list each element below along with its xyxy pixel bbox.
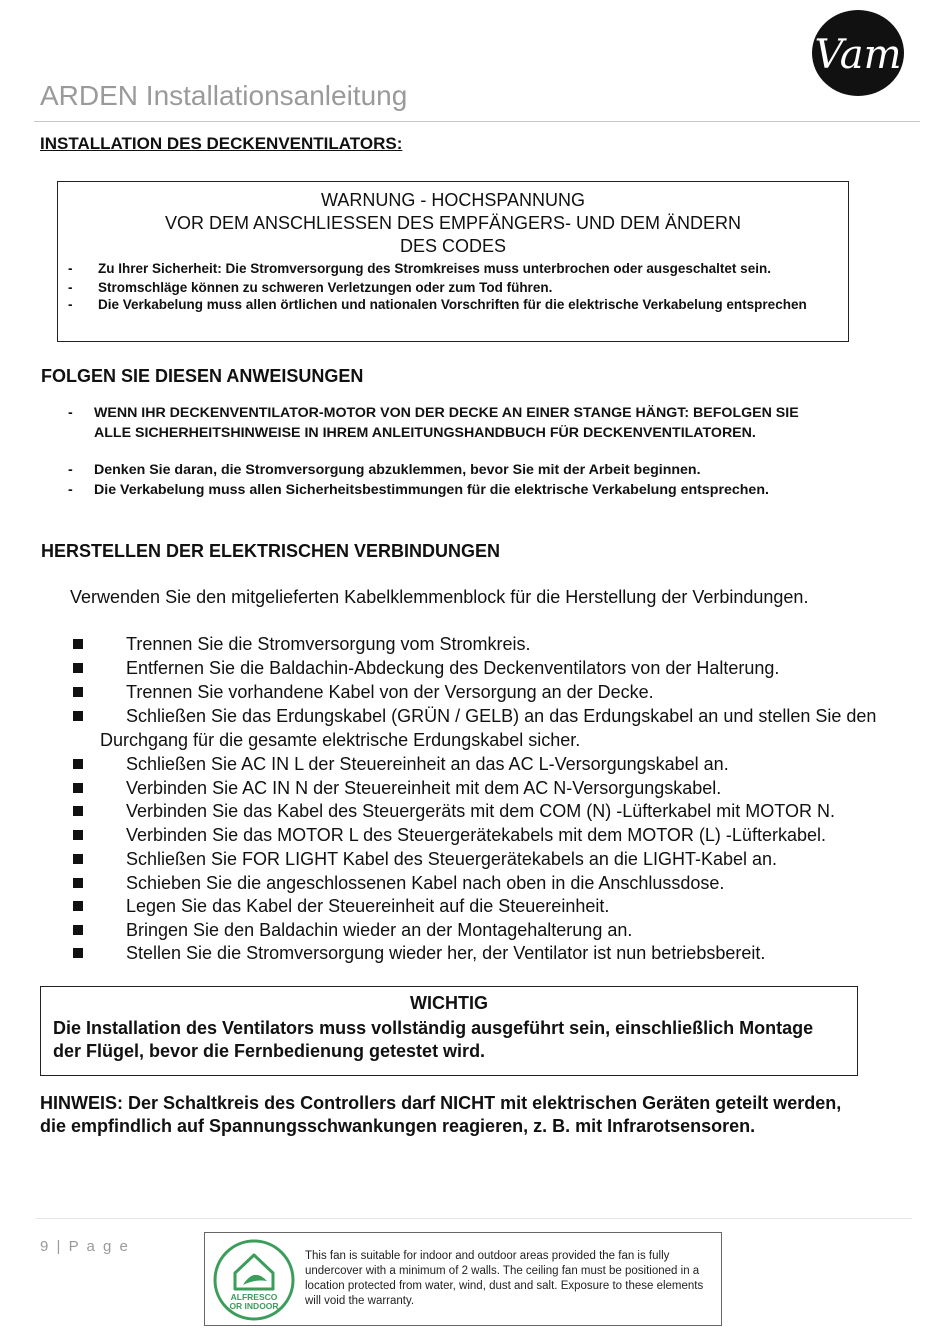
step-text: Legen Sie das Kabel der Steuereinheit auf die Steuereinheit.: [126, 896, 610, 916]
important-box: [40, 986, 858, 1076]
connections-intro: Verwenden Sie den mitgelieferten Kabelklemmenblock für die Herstellung der Verbindungen.: [70, 587, 809, 607]
dash-bullet: -: [68, 261, 73, 276]
step-text: Verbinden Sie das Kabel des Steuergeräts mit dem COM (N) -Lüfterkabel mit MOTOR N.: [126, 801, 835, 821]
instruction-item-text: Die Verkabelung muss allen Sicherheitsbestimmungen für die elektrische Verkabelung entsprechen.: [94, 482, 769, 498]
dash-bullet: -: [68, 405, 73, 421]
square-bullet-icon: [73, 711, 83, 721]
instruction-item-text: WENN IHR DECKENVENTILATOR-MOTOR VON DER DECKE AN EINER STANGE HÄNGT: BEFOLGEN SIE ALLE SICHERHEITSHINWEISE IN IHREM ANLEITUNGSHANDBUCH FÜR DECKENVENTILATOREN.: [94, 405, 799, 441]
alfresco-badge: [204, 1232, 722, 1326]
dash-bullet: -: [68, 280, 73, 295]
step-text: Schließen Sie FOR LIGHT Kabel des Steuergerätekabels an die LIGHT-Kabel an.: [126, 849, 778, 869]
warning-item-text: Stromschläge können zu schweren Verletzungen oder zum Tod führen.: [98, 280, 553, 295]
header-divider: [34, 121, 920, 122]
svg-text:Vam: Vam: [814, 32, 902, 78]
square-bullet-icon: [73, 854, 83, 864]
document-title: ARDEN Installationsanleitung: [40, 80, 408, 111]
square-bullet-icon: [73, 687, 83, 697]
step-text: Trennen Sie vorhandene Kabel von der Versorgung an der Decke.: [126, 682, 654, 702]
footer-divider: [36, 1218, 912, 1219]
square-bullet-icon: [73, 925, 83, 935]
square-bullet-icon: [73, 878, 83, 888]
warning-box: [57, 181, 849, 342]
step-text: Trennen Sie die Stromversorgung vom Stromkreis.: [126, 634, 531, 654]
step-text: Schieben Sie die angeschlossenen Kabel nach oben in die Anschlussdose.: [126, 873, 725, 893]
important-title: WICHTIG: [410, 993, 488, 1013]
vam-logo: [810, 8, 906, 98]
dash-bullet: -: [68, 297, 73, 312]
svg-text:ALFRESCO: ALFRESCO: [230, 1292, 278, 1302]
section-heading-connections: HERSTELLEN DER ELEKTRISCHEN VERBINDUNGEN: [41, 541, 501, 561]
square-bullet-icon: [73, 830, 83, 840]
square-bullet-icon: [73, 806, 83, 816]
square-bullet-icon: [73, 948, 83, 958]
dash-bullet: -: [68, 462, 73, 478]
section-heading-installation: INSTALLATION DES DECKENVENTILATORS:: [40, 134, 403, 153]
instruction-item-text: Denken Sie daran, die Stromversorgung abzuklemmen, bevor Sie mit der Arbeit beginnen.: [94, 462, 701, 478]
step-text: Entfernen Sie die Baldachin-Abdeckung des Deckenventilators von der Halterung.: [126, 658, 780, 678]
step-text: Verbinden Sie das MOTOR L des Steuergerätekabels mit dem MOTOR (L) -Lüfterkabel.: [126, 825, 826, 845]
warning-title-line-2: VOR DEM ANSCHLIESSEN DES EMPFÄNGERS- UND DEM ÄNDERN: [164, 213, 742, 233]
warning-item-text: Zu Ihrer Sicherheit: Die Stromversorgung des Stromkreises muss unterbrochen oder ausgeschaltet sein.: [98, 261, 771, 276]
step-text: Stellen Sie die Stromversorgung wieder her, der Ventilator ist nun betriebsbereit.: [126, 943, 766, 963]
dash-bullet: -: [68, 482, 73, 498]
warning-title-line-3: DES CODES: [399, 236, 507, 256]
square-bullet-icon: [73, 639, 83, 649]
step-text: Schließen Sie AC IN L der Steuereinheit an das AC L-Versorgungskabel an.: [126, 754, 729, 774]
warning-item-text: Die Verkabelung muss allen örtlichen und nationalen Vorschriften für die elektrische Verkabelung entsprechen: [98, 297, 807, 312]
alfresco-indoor-icon: [213, 1237, 295, 1323]
section-heading-instructions: FOLGEN SIE DIESEN ANWEISUNGEN: [41, 366, 364, 386]
note-text: HINWEIS: Der Schaltkreis des Controllers darf NICHT mit elektrischen Geräten geteilt werden, die empfindlich auf Spannungsschwankungen reagieren, z. B. mit Infrarotsensoren.: [40, 1093, 842, 1136]
step-text: Verbinden Sie AC IN N der Steuereinheit mit dem AC N-Versorgungskabel.: [126, 778, 722, 798]
warning-title-line-1: WARNUNG - HOCHSPANNUNG: [321, 190, 585, 210]
square-bullet-icon: [73, 901, 83, 911]
svg-text:OR INDOOR: OR INDOOR: [229, 1301, 279, 1311]
important-text: Die Installation des Ventilators muss vollständig ausgeführt sein, einschließlich Montage der Flügel, bevor die Fernbedienung getestet wird.: [53, 1018, 814, 1061]
step-text: Bringen Sie den Baldachin wieder an der Montagehalterung an.: [126, 920, 633, 940]
step-text: Schließen Sie das Erdungskabel (GRÜN / GELB) an das Erdungskabel an und stellen Sie den Durchgang für die gesamte elektrische Erdungskabel sicher.: [100, 706, 877, 750]
alfresco-badge-text: This fan is suitable for indoor and outdoor areas provided the fan is fully undercover with a minimum of 2 walls. The ceiling fan must be positioned in a location protected from water, wind, dust and salt. Exposure to these elements will void the warranty.: [305, 1250, 704, 1307]
square-bullet-icon: [73, 663, 83, 673]
square-bullet-icon: [73, 759, 83, 769]
square-bullet-icon: [73, 783, 83, 793]
page-number: 9 | P a g e: [40, 1238, 130, 1255]
